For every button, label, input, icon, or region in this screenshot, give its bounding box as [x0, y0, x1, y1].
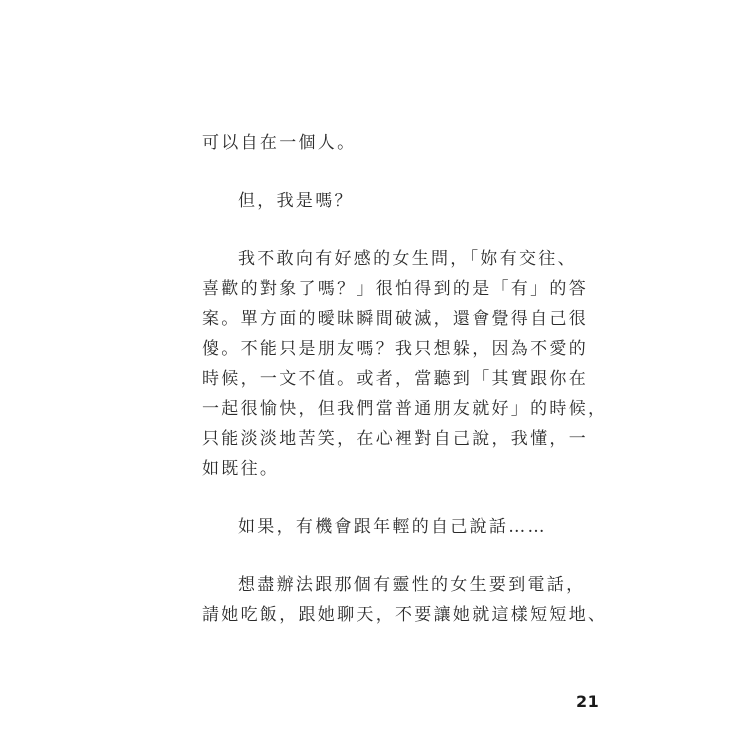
text-line: 請她吃飯，跟她聊天，不要讓她就這樣短短地、	[202, 605, 608, 625]
text-line: 傻。不能只是朋友嗎？我只想躲，因為不愛的	[202, 339, 588, 359]
text-line: 只能淡淡地苦笑，在心裡對自己說，我懂，一	[202, 429, 588, 449]
paragraph-gap	[202, 542, 562, 570]
body-text	[202, 128, 608, 630]
text-line: 時候，一文不值。或者，當聽到「其實跟你在	[202, 369, 588, 389]
text-line: 案。單方面的曖昧瞬間破滅，還會覺得自己很	[202, 309, 588, 329]
paragraph-5	[202, 570, 608, 630]
paragraph-3	[202, 244, 608, 484]
text-line: 如果，有機會跟年輕的自己說話……	[238, 517, 547, 537]
text-line: 可以自在一個人。	[202, 133, 357, 153]
text-line: 想盡辦法跟那個有靈性的女生要到電話，	[238, 575, 586, 595]
paragraph-4	[202, 512, 562, 542]
paragraph-gap	[202, 216, 562, 244]
text-line: 我不敢向有好感的女生問，「妳有交往、	[238, 249, 577, 269]
paragraph-1	[202, 128, 562, 158]
text-line: 喜歡的對象了嗎？」很怕得到的是「有」的答	[202, 279, 588, 299]
paragraph-2	[202, 186, 562, 216]
text-line: 但，我是嗎？	[238, 191, 354, 211]
page-number: 21	[576, 692, 600, 711]
paragraph-gap	[202, 484, 562, 512]
text-line: 一起很愉快，但我們當普通朋友就好」的時候，	[202, 399, 608, 419]
text-line: 如既往。	[202, 459, 280, 479]
paragraph-gap	[202, 158, 562, 186]
